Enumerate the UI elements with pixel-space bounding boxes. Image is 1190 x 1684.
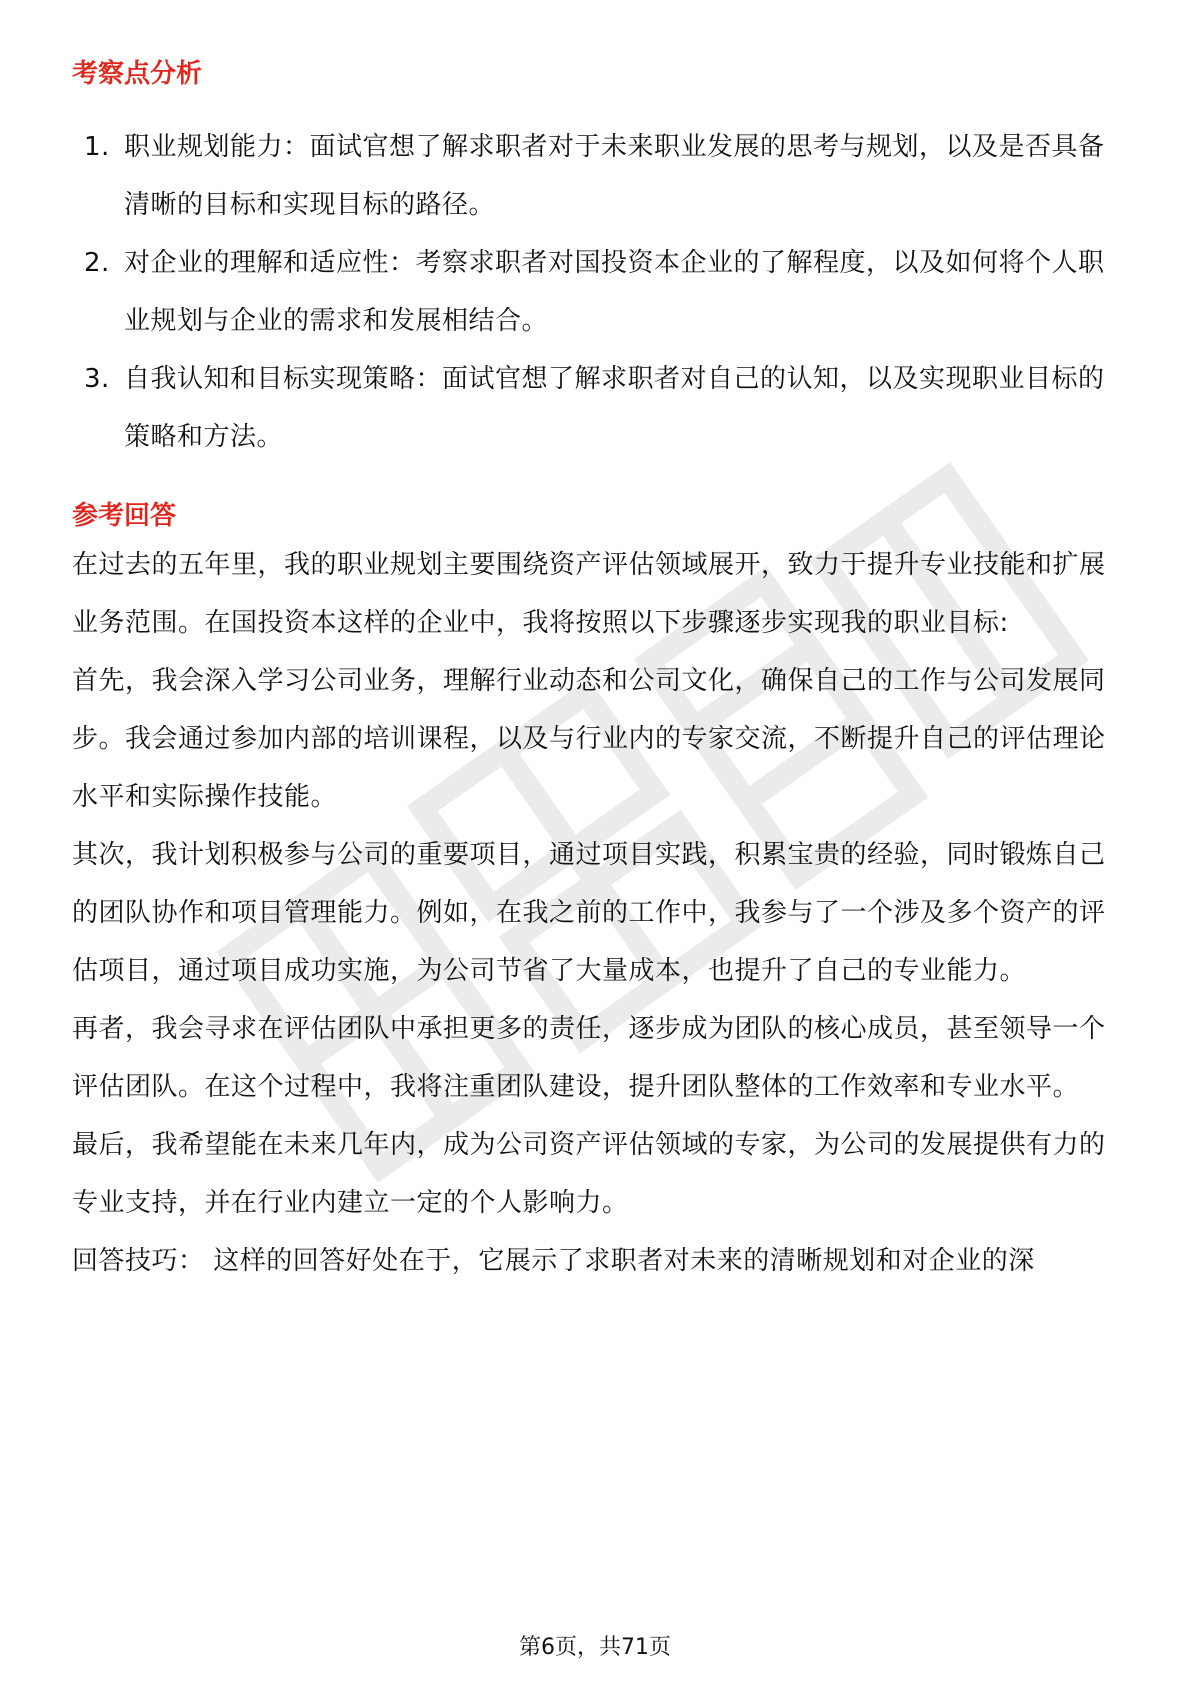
list-item-number: 2. <box>84 248 110 278</box>
section-title-analysis: 考察点分析 <box>72 59 203 89</box>
list-item-text: 自我认知和目标实现策略：面试官想了解求职者对自己的认知，以及实现职业目标的策略和方法。 <box>124 364 1105 452</box>
answer-paragraph: 再者，我会寻求在评估团队中承担更多的责任，逐步成为团队的核心成员，甚至领导一个评估团队。在这个过程中，我将注重团队建设，提升团队整体的工作效率和专业水平。 <box>72 1014 1106 1102</box>
answer-paragraph: 在过去的五年里，我的职业规划主要围绕资产评估领域展开，致力于提升专业技能和扩展业务范围。在国投资本这样的企业中，我将按照以下步骤逐步实现我的职业目标: <box>72 550 1106 638</box>
answer-paragraph: 首先，我会深入学习公司业务，理解行业动态和公司文化，确保自己的工作与公司发展同步。我会通过参加内部的培训课程，以及与行业内的专家交流，不断提升自己的评估理论水平和实际操作技能。 <box>72 666 1106 812</box>
analysis-points-list <box>72 118 1122 466</box>
list-item-number: 3. <box>84 364 110 394</box>
list-item-text: 对企业的理解和适应性：考察求职者对国投资本企业的了解程度，以及如何将个人职业规划与企业的需求和发展相结合。 <box>124 248 1105 336</box>
list-item-number: 1. <box>84 132 110 162</box>
answer-tips-paragraph: 回答技巧： 这样的回答好处在于，它展示了求职者对未来的清晰规划和对企业的深 <box>72 1246 1035 1276</box>
list-item-text: 职业规划能力：面试官想了解求职者对于未来职业发展的思考与规划，以及是否具备清晰的目标和实现目标的路径。 <box>124 132 1105 220</box>
page-number-footer: 第6页，共71页 <box>519 1635 671 1660</box>
content-area <box>72 40 1122 1290</box>
list-item <box>72 234 1122 350</box>
answer-paragraph: 最后，我希望能在未来几年内，成为公司资产评估领域的专家，为公司的发展提供有力的专业支持，并在行业内建立一定的个人影响力。 <box>72 1130 1106 1218</box>
list-item <box>72 350 1122 466</box>
answer-paragraph: 其次，我计划积极参与公司的重要项目，通过项目实践，积累宝贵的经验，同时锻炼自己的团队协作和项目管理能力。例如，在我之前的工作中，我参与了一个涉及多个资产的评估项目，通过项目成功实施，为公司节省了大量成本，也提升了自己的专业能力。 <box>72 840 1106 986</box>
list-item <box>72 118 1122 234</box>
section-title-answer: 参考回答 <box>72 501 177 531</box>
